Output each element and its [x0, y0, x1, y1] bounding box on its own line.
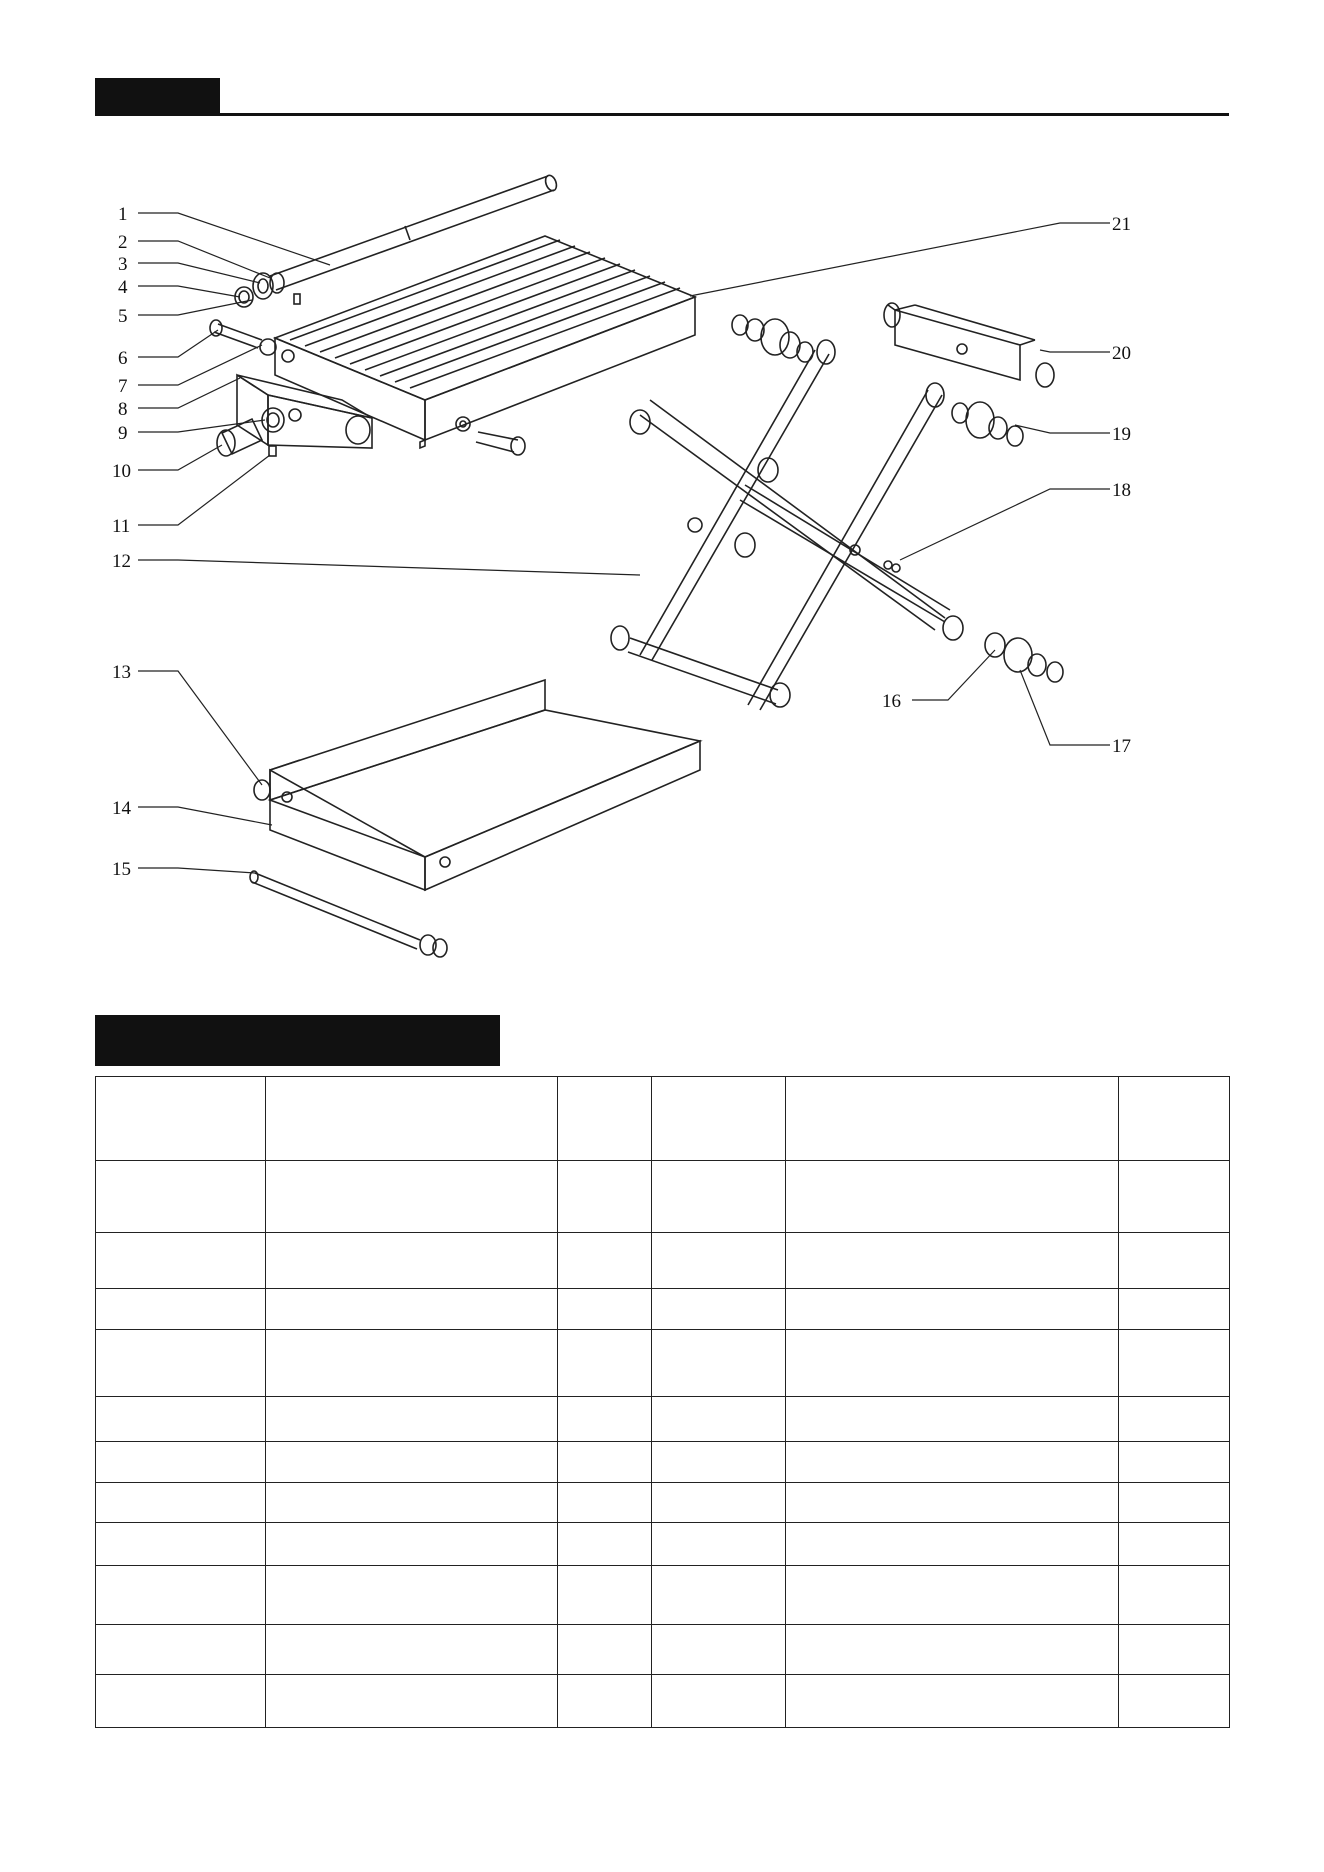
table-row [96, 1625, 1230, 1675]
table-row [96, 1442, 1230, 1483]
pivot-tube [884, 303, 1054, 387]
callout-21: 21 [1112, 214, 1131, 235]
callout-11: 11 [112, 516, 131, 537]
callout-20: 20 [1112, 343, 1131, 364]
parts-list-table [95, 1076, 1230, 1728]
callout-2: 2 [118, 232, 128, 253]
base-tray [254, 680, 700, 890]
callout-13: 13 [112, 662, 131, 683]
table-row [96, 1233, 1230, 1289]
callout-14: 14 [112, 798, 131, 819]
callout-17: 17 [1112, 736, 1131, 757]
header-tab [95, 78, 220, 116]
table-row [96, 1483, 1230, 1523]
callout-16: 16 [882, 691, 901, 712]
jack-socket [217, 375, 372, 456]
bushings [732, 315, 1063, 682]
callout-12: 12 [112, 551, 131, 572]
callout-7: 7 [118, 376, 128, 397]
callout-1: 1 [118, 204, 128, 225]
callout-18: 18 [1112, 480, 1131, 501]
table-row [96, 1523, 1230, 1566]
table-row [96, 1161, 1230, 1233]
callout-4: 4 [118, 277, 128, 298]
callout-5: 5 [118, 306, 128, 327]
callout-3: 3 [118, 254, 128, 275]
scissor-arms [611, 340, 963, 710]
callout-10: 10 [112, 461, 131, 482]
table-row [96, 1289, 1230, 1330]
header-rule [95, 113, 1229, 116]
callout-6: 6 [118, 348, 128, 369]
table-row [96, 1077, 1230, 1161]
table-row [96, 1566, 1230, 1625]
table-row [96, 1675, 1230, 1728]
base-rod [250, 871, 447, 957]
leader-lines [138, 213, 1110, 873]
exploded-parts-diagram [0, 150, 1324, 970]
callout-9: 9 [118, 423, 128, 444]
callout-8: 8 [118, 399, 128, 420]
callout-19: 19 [1112, 424, 1131, 445]
callout-15: 15 [112, 859, 131, 880]
section-title-bar [95, 1015, 500, 1066]
table-row [96, 1330, 1230, 1397]
table-row [96, 1397, 1230, 1442]
handle-rod [270, 174, 558, 290]
